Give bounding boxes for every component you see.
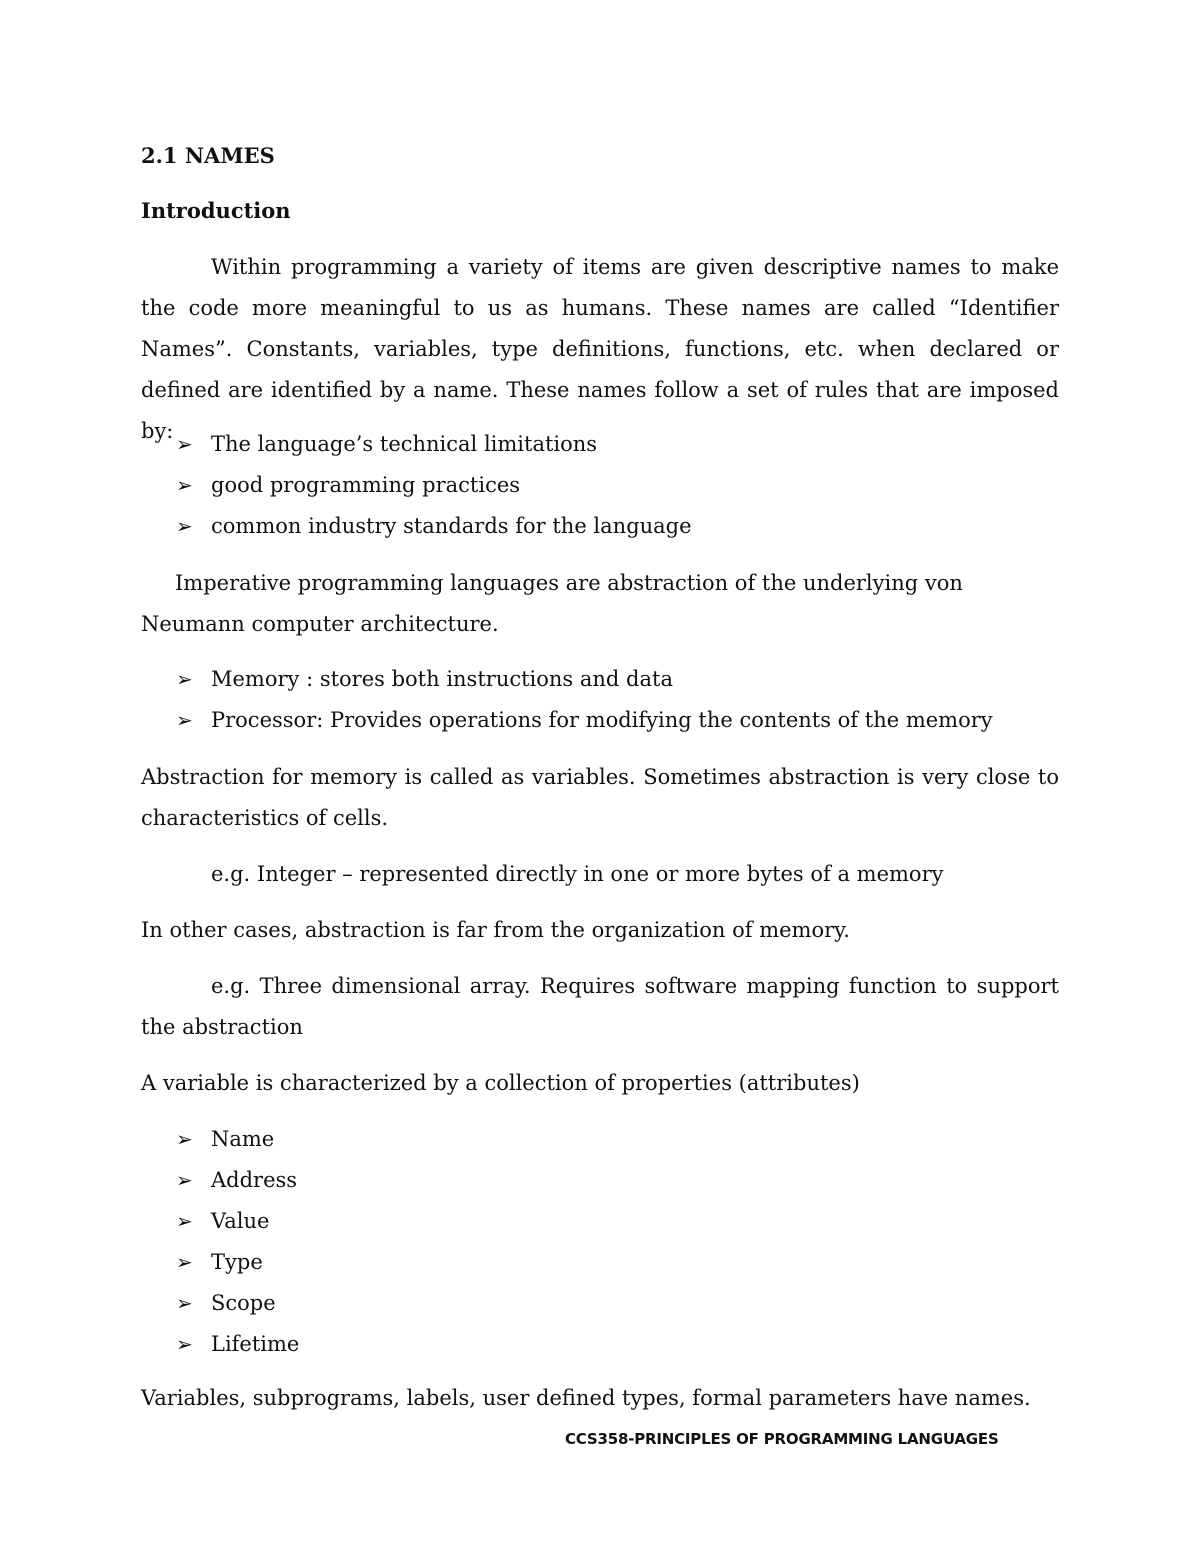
list-item: ➢ Processor: Provides operations for modifying the contents of the memory [176,700,1056,741]
list-item: ➢ Lifetime [176,1324,1056,1365]
attributes-list [176,1119,1056,1365]
list-item: ➢ good programming practices [176,465,1056,506]
arrowhead-bullet-icon: ➢ [176,1209,193,1233]
list-item: ➢ Name [176,1119,1056,1160]
imperative-paragraph: Imperative programming languages are abstraction of the underlying von Neumann computer architecture. [141,571,963,636]
list-item: ➢ Type [176,1242,1056,1283]
arrowhead-bullet-icon: ➢ [176,667,193,691]
arrowhead-bullet-icon: ➢ [176,1291,193,1315]
list-item: ➢ Value [176,1201,1056,1242]
other-cases-paragraph: In other cases, abstraction is far from the organization of memory. [141,918,850,942]
example-array: e.g. Three dimensional array. Requires software mapping function to support the abstraction [141,974,1059,1039]
list-item: ➢ Address [176,1160,1056,1201]
arrowhead-bullet-icon: ➢ [176,708,193,732]
rules-list [176,424,1056,547]
list-item: ➢ common industry standards for the language [176,506,1056,547]
arrowhead-bullet-icon: ➢ [176,514,193,538]
arrowhead-bullet-icon: ➢ [176,1332,193,1356]
arrowhead-bullet-icon: ➢ [176,1250,193,1274]
list-item: ➢ Scope [176,1283,1056,1324]
subheading-introduction: Introduction [141,198,291,223]
page-footer: CCS358-PRINCIPLES OF PROGRAMMING LANGUAGES [565,1430,999,1448]
variable-paragraph: A variable is characterized by a collection of properties (attributes) [141,1071,860,1095]
list-item: ➢ Memory : stores both instructions and data [176,659,1056,700]
abstraction-paragraph: Abstraction for memory is called as variables. Sometimes abstraction is very close to characteristics of cells. [141,765,1059,830]
arrowhead-bullet-icon: ➢ [176,432,193,456]
example-integer: e.g. Integer – represented directly in one or more bytes of a memory [211,862,944,886]
list-item: ➢ The language’s technical limitations [176,424,1056,465]
arrowhead-bullet-icon: ➢ [176,473,193,497]
closing-paragraph: Variables, subprograms, labels, user defined types, formal parameters have names. [141,1386,1031,1410]
arrowhead-bullet-icon: ➢ [176,1168,193,1192]
intro-paragraph: Within programming a variety of items are given descriptive names to make the code more meaningful to us as humans. These names are called “Identifier Names”. Constants, variables, type definitions, functions, etc. when declared or defined are identified by a name. These names follow a set of rules that are imposed by: [141,255,1059,443]
architecture-list [176,659,1056,741]
section-title: 2.1 NAMES [141,143,275,168]
arrowhead-bullet-icon: ➢ [176,1127,193,1151]
